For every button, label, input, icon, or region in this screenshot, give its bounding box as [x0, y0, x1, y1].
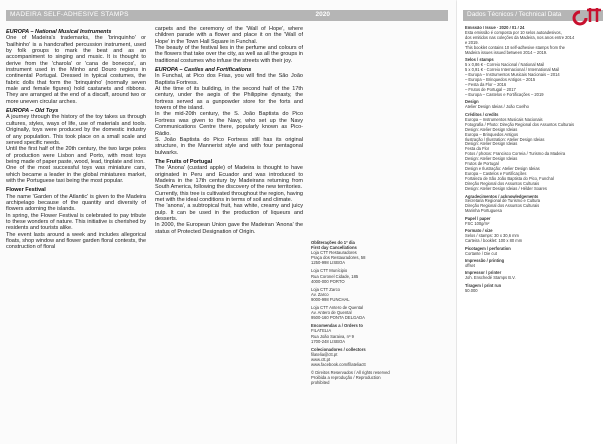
text-line: Currently, this tree is cultivated throughout the region, having met with the ideal conditions in terms of soil and climate. [155, 190, 303, 203]
text-line: Cortante / Die cut [465, 250, 497, 256]
section-heading: The Fruits of Portugal [155, 158, 213, 165]
section-heading: Flower Festival [6, 187, 46, 194]
text-line: 9000-998 FUNCHAL [311, 296, 350, 302]
section-heading: EUROPA – National Musical Instruments [6, 29, 112, 35]
text-line: – Europa – Castelos e Fortificações – 2019 [465, 91, 544, 97]
text-line: Design: Atelier Design Ideias [465, 141, 518, 147]
text-line: Esta emissão é composta por 10 selos autoadesivos, [465, 29, 562, 35]
text-line: In 2000, the European Union gave the Madeiran 'Anona' the status of Protected Designation of Origin. [155, 222, 303, 235]
text-line: Rua Coronel Cidade, 185 [311, 273, 359, 279]
left-header-title: MADEIRA SELF-ADHESIVE STAMPS [10, 11, 129, 18]
text-line: A journey through the history of the toy takes us through cultures, styles, ways of life, use of materials and tools. Originally, toys were produced by the domestic industry of any population. This took place on a small scale and served specific needs. [6, 114, 146, 146]
text-line: FILATELIA [311, 328, 332, 334]
field-label: Impressor / printer [465, 270, 502, 276]
text-line: 5 x 0,86 € - Correio Nacional / National Mail [465, 62, 545, 68]
text-line: – Europa – Brinquedos Antigos – 2015 [465, 77, 536, 83]
field-label: Agradecimentos / acknowledgements [465, 193, 539, 199]
technical-data-column [465, 26, 601, 442]
field-label: Formato / size [465, 228, 493, 234]
text-line: Europa – Instrumentos Musicais Nacionais [465, 116, 543, 122]
text-line: Loja CTT Restauradores [311, 250, 357, 256]
text-line: 1700-248 LISBOA [311, 338, 345, 344]
text-line: carpets and the ceremony of the 'Wall of Hope', where children parade with a flower and place it on the 'Wall of Hope' in the Town Hall Square in Funchal. [155, 26, 303, 45]
text-line: In spring, the Flower Festival is celebrated to pay tribute to these wonders of nature. This initiative is cherished by residents and tourists alike. [6, 212, 146, 232]
section-heading: EUROPA – Castles and Fortifications [155, 67, 252, 74]
text-line: This booklet contains 10 self-adhesive stamps from the [465, 44, 565, 50]
text-column-2 [155, 26, 303, 235]
field-label: Emissão / Issue · 2020 / 01 / 24 [465, 26, 525, 30]
text-line: Direção Regional dos Assuntos Culturais [465, 181, 540, 187]
text-line: © Direitos Reservados / All rights reserved [311, 370, 390, 376]
text-line: The beauty of the festival lies in the perfume and colours of the flowers that take over the city, as well as all the groups in traditional costumes who infuse the streets with their joy. [155, 45, 303, 64]
field-label: Tiragem / print run [465, 282, 502, 288]
field-label: Impressão / printing [465, 257, 505, 263]
contacts-column [311, 240, 395, 385]
field-label: Selos / stamps [465, 57, 494, 63]
field-label: Encomendas a / Orders to [311, 323, 363, 329]
text-line: 4000-000 PORTO [311, 278, 345, 284]
text-line: The 'Anona' (custard apple) of Madeira is thought to have originated in Peru and Ecuador and was introduced to Madeira in the 17th century by Madeirans returning from South America, following the discovery of the new territories. [155, 165, 303, 191]
text-line: Europa – Brinquedos Antigos [465, 131, 519, 137]
text-line: 9500-160 PONTA DELGADA [311, 315, 365, 321]
section-heading: EUROPA – Old Toys [6, 108, 59, 115]
text-line: Marinha Portuguesa [465, 208, 502, 214]
field-label: Colecionadores / collectors [311, 346, 366, 352]
ctt-logo-icon [570, 0, 610, 28]
text-line: Joh. Enschedé Stamps B.V. [465, 275, 516, 281]
text-line: The 'anona', a subtropical fruit, has white, creamy and juicy pulp. It can be used in the production of liqueurs and desserts. [155, 203, 303, 222]
text-line: Direção Regional dos Assuntos Culturais [465, 203, 540, 209]
text-line: Carteira / booklet: 100 x 80 mm [465, 238, 523, 244]
left-header-bar [6, 10, 448, 21]
text-line: Secretaria Regional de Turismo e Cultura [465, 198, 541, 204]
field-label: First day Cancellations [311, 245, 357, 251]
text-line: Loja CTT Munícipio [311, 268, 348, 274]
field-label: Design [465, 99, 479, 105]
text-line: Fortaleza de São João Baptista do Pico, Funchal [465, 176, 554, 182]
text-line: Fotografia / Photo: Direção Regional dos Assuntos Culturais [465, 121, 574, 127]
text-line: 5 x 0,91 € - Correio Internacional / International Mail [465, 67, 560, 73]
text-line: filatelia@ctt.pt [311, 351, 338, 357]
text-line: Rua João Saraiva, nº 9 [311, 333, 354, 339]
text-line: 1250-998 LISBOA [311, 260, 345, 266]
text-line: Festa da Flor [465, 146, 490, 152]
text-line: e 2019. [465, 39, 479, 45]
text-line: Frutos de Portugal [465, 161, 499, 167]
text-line: – Europa – Instrumentos Musicais Nacionais – 2014 [465, 72, 560, 78]
text-line: www.facebook.com/filateliactt [311, 361, 366, 367]
text-line: Europa – Castelos e Fortificações [465, 171, 527, 177]
text-line: Praça dos Restauradores, 58 [311, 255, 366, 261]
text-line: Selos / stamps: 30 x 30,6 mm [465, 233, 519, 239]
text-line: In Funchal, at Pico dos Frias, you will find the São João Baptista Fortress. [155, 73, 303, 86]
field-label: Papel / paper [465, 215, 491, 221]
field-label: Obliterações do 1º dia [311, 240, 355, 245]
field-label: Picotagem / perforation [465, 245, 511, 251]
right-header-title: Dados Técnicos / Technical Data [467, 11, 562, 18]
text-line: Av. Zarco [311, 291, 329, 297]
text-line: Ilustração / Illustration: Atelier Design Ideias [465, 136, 545, 142]
text-line: dos emitidos nas coleções da Madeira, nos anos entre 2014 [465, 34, 575, 40]
text-column-1 [6, 26, 146, 251]
text-line: Loja CTT Antero de Quental [311, 305, 364, 311]
text-line: FSC 100g/m² [465, 220, 490, 226]
text-line: The event lasts around a week and includes allegorical floats, shop window and flower garden floral contests, the construction of floral [6, 231, 146, 251]
text-line: – Festa da Flor – 2016 [465, 81, 507, 87]
text-line: Design: Atelier Design Ideias [465, 126, 518, 132]
text-line: 50.000 [465, 287, 478, 293]
text-line: Fotos / photos: Francisco Correia / Turismo da Madeira [465, 151, 566, 157]
text-line: Design: Atelier Design Ideias / Hélder Soares [465, 186, 547, 192]
text-line: Until the first half of the 20th century, the two large poles of production were Lisbon and Porto, with most toys being made of paper paste, wood, lead, tinplate and iron. [6, 146, 146, 165]
text-line: Design: Atelier Design Ideias [465, 156, 518, 162]
text-line: Av. Antero de Quental [311, 310, 352, 316]
text-line: www.ctt.pt [311, 356, 331, 362]
text-line: One of the most successful toys was miniature cars, which became a leader in the global miniatures market, with the Portuguese taxi being the most popular. [6, 165, 146, 184]
text-line: One of Madeira's trademarks, the 'brinquinho' or 'bailhinho' is a handcrafted percussion instrument, used by folk groups to mark the beat and as an accompaniment to singing and music. It is thought to derive from the 'charola' or 'cana de bonecos', an instrument used in the Minho and Douro regions in continental Portugal. Dressed in typical costumes, the fabric dolls that form the 'brinquinho' (normally seven male and female figures) hold castanets and ribbons. They are arranged at the end of a discaff, around two or more uneven circular arches. [6, 35, 146, 105]
text-line: – Frutos de Portugal – 2017 [465, 86, 516, 92]
text-line: Madeira issues issued between 2014 – 2019. [465, 49, 548, 55]
field-label: Créditos / credits [465, 111, 499, 117]
text-line: At the time of its building, in the second half of the 17th century, under the aegis of the Philippine dynasty, the fortress served as a gunpowder store for the forts and towers of the island. [155, 86, 303, 112]
text-line: Atelier Design Ideias / João Coelho [465, 104, 529, 110]
text-line: offset [465, 262, 475, 268]
text-line: In the mid-20th century, the S. João Baptista do Pico Fortress was given to the Navy, who set up the Navy Communications Centre there, popularly known as Pico-Rádio. [155, 111, 303, 137]
text-line: S. João Baptista do Pico Fortress still has its original structure, in the Mannerist style and with four pentagonal bulwarks. [155, 136, 303, 156]
text-line: Proibida a reprodução / Reproduction prohibited [311, 375, 381, 386]
text-line: Loja CTT Zarco [311, 286, 341, 292]
header-year: 2020 [315, 11, 330, 18]
text-line: Design e Ilustração: Atelier Design Ideias [465, 166, 540, 172]
text-line: The name 'Garden of the Atlantic' is given to the Madeira archipelago because of the quantity and diversity of flowers adorning the islands. [6, 193, 146, 213]
